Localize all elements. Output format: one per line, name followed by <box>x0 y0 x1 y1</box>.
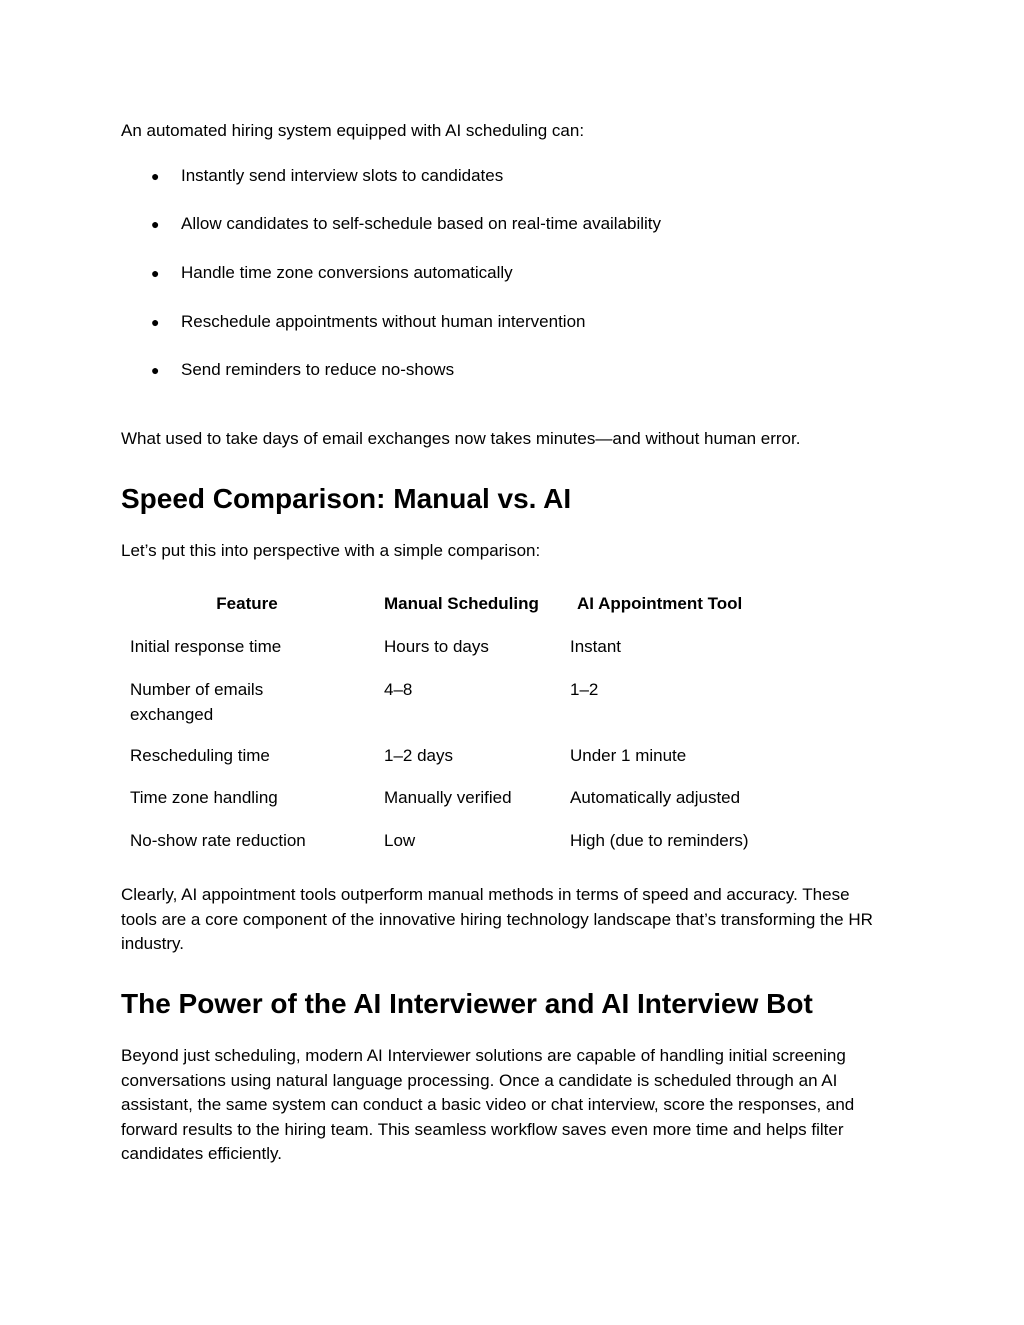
bullet-dot-icon: ● <box>151 168 160 184</box>
list-item-text: Allow candidates to self-schedule based on real-time availability <box>181 214 662 233</box>
table-cell: Automatically adjusted <box>570 788 741 807</box>
list-item-text: Instantly send interview slots to candidates <box>181 166 504 185</box>
bullet-dot-icon: ● <box>151 314 160 330</box>
intro-paragraph: An automated hiring system equipped with AI scheduling can: <box>121 121 585 140</box>
table-cell: Time zone handling <box>130 788 278 807</box>
bullet-dot-icon: ● <box>151 362 160 378</box>
section-lead-paragraph: Let’s put this into perspective with a simple comparison: <box>121 541 541 560</box>
after-bullets-paragraph: What used to take days of email exchanges now takes minutes—and without human error. <box>121 429 801 448</box>
table-cell: Rescheduling time <box>130 746 270 765</box>
table-cell: Initial response time <box>130 637 282 656</box>
table-header-ai: AI Appointment Tool <box>577 594 743 613</box>
table-cell: Number of emails exchanged <box>130 680 264 724</box>
bullet-dot-icon: ● <box>151 265 160 281</box>
table-header-manual: Manual Scheduling <box>384 594 539 613</box>
table-cell: 4–8 <box>384 680 413 699</box>
bullet-dot-icon: ● <box>151 216 160 232</box>
table-cell: 1–2 days <box>384 746 453 765</box>
table-cell: High (due to reminders) <box>570 831 749 850</box>
table-cell: Under 1 minute <box>570 746 687 765</box>
table-cell: Hours to days <box>384 637 489 656</box>
list-item-text: Reschedule appointments without human intervention <box>181 312 586 331</box>
table-header-feature: Feature <box>216 594 278 613</box>
table-cell: 1–2 <box>570 680 599 699</box>
section-heading-ai-interviewer: The Power of the AI Interviewer and AI Interview Bot <box>121 988 813 1019</box>
table-cell: No-show rate reduction <box>130 831 306 850</box>
table-cell: Instant <box>570 637 622 656</box>
section-heading-speed-comparison: Speed Comparison: Manual vs. AI <box>121 483 572 514</box>
section-body-paragraph: Beyond just scheduling, modern AI Interviewer solutions are capable of handling initial screening conversations using natural language processing. Once a candidate is scheduled through an AI assistant, the same system can conduct a basic video or chat interview, score the responses, and forward results to the hiring team. This seamless workflow saves even more time and helps filter candidates efficiently. <box>121 1046 855 1163</box>
after-table-paragraph: Clearly, AI appointment tools outperform manual methods in terms of speed and accuracy. These tools are a core component of the innovative hiring technology landscape that’s transforming the HR industry. <box>121 885 873 953</box>
table-cell: Manually verified <box>384 788 512 807</box>
list-item-text: Handle time zone conversions automatically <box>181 263 513 282</box>
table-cell: Low <box>384 831 416 850</box>
list-item-text: Send reminders to reduce no-shows <box>181 360 455 379</box>
